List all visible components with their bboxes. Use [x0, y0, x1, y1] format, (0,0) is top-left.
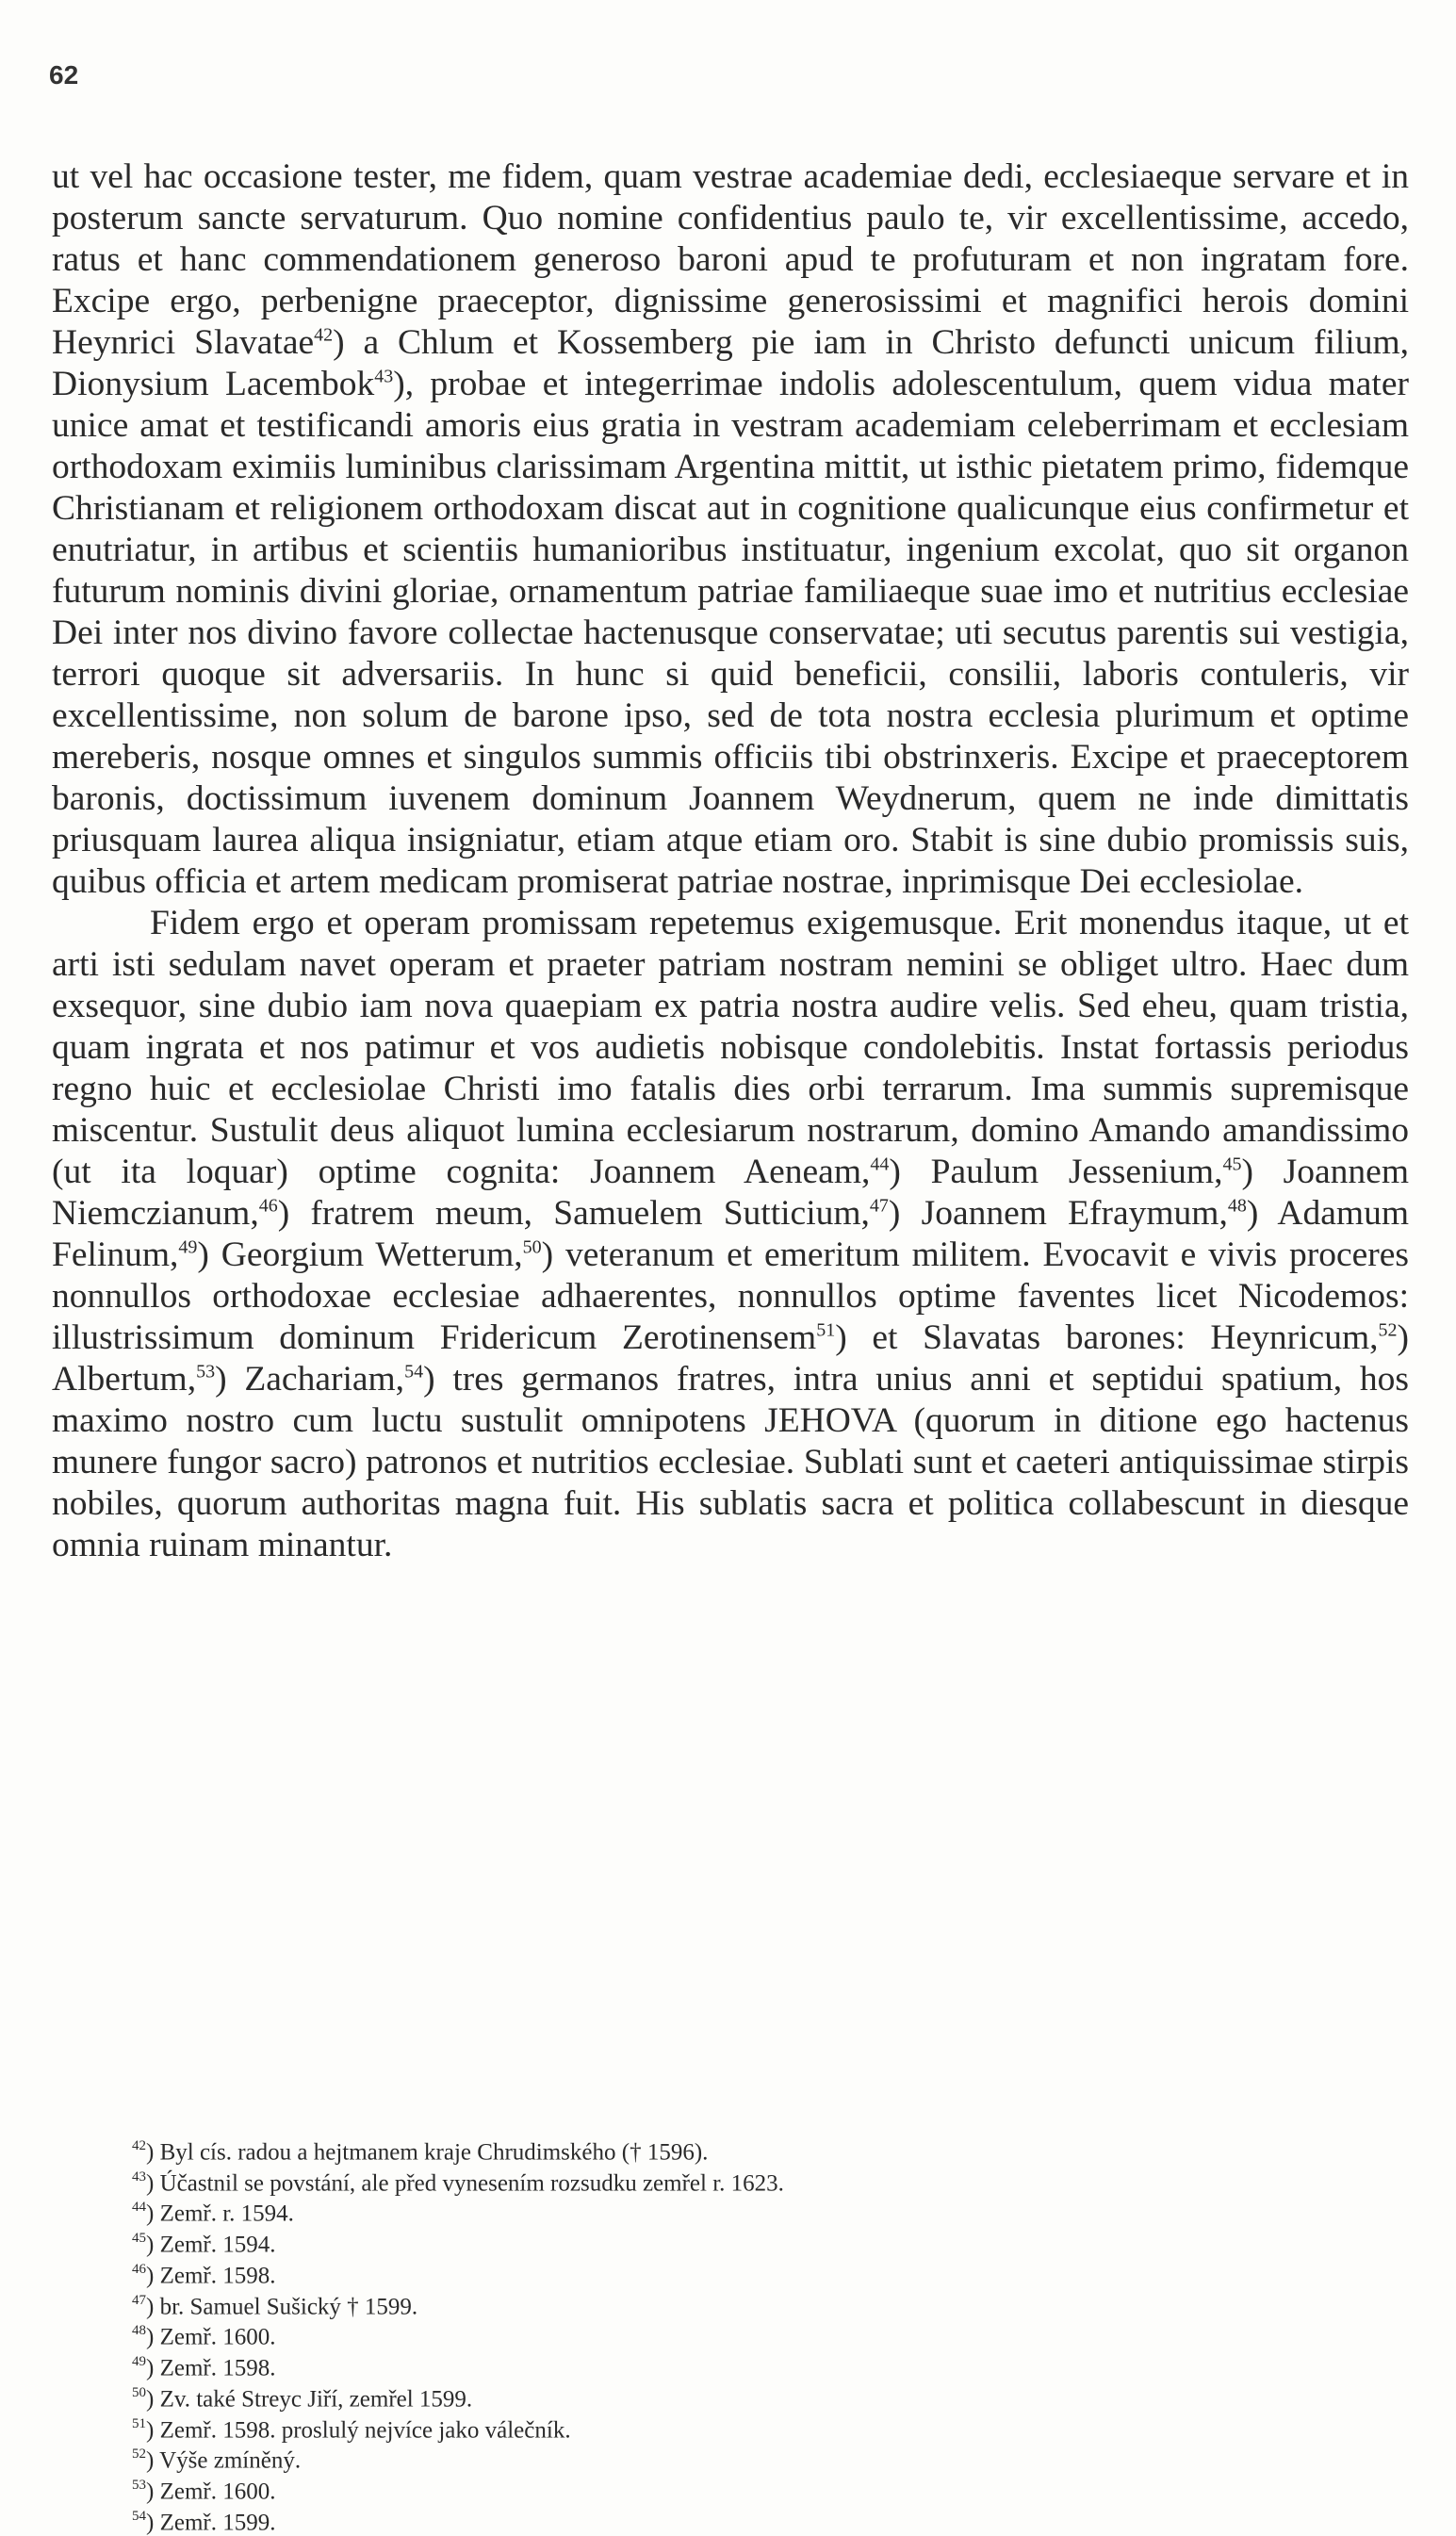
text-run: ) Georgium Wetterum,: [197, 1235, 523, 1274]
footnote-text: Zemř. 1600.: [159, 2324, 276, 2350]
paragraph-1: [52, 156, 1409, 903]
footnote-number: 52: [132, 2446, 146, 2462]
footnote-text: Zemř. 1598.: [159, 2263, 276, 2289]
footnote-text: Zemř. 1600.: [159, 2479, 276, 2505]
footnote: $^{50}$) Zv. také Streyc Jiří, zemřel 1599.: [132, 2384, 473, 2413]
text-run: ) a Chlum et Kossemberg pie iam in Christo defuncti unicum filium, Dionysium Lacembok: [52, 323, 1409, 403]
footnote-ref: 54: [404, 1361, 424, 1383]
footnote: $^{44}$) Zemř. r. 1594.: [132, 2200, 294, 2227]
footnote-number: 48: [132, 2323, 146, 2339]
footnote-text: Zemř. 1594.: [159, 2232, 276, 2258]
footnote-ref: 49: [178, 1236, 198, 1258]
footnote-number: 54: [132, 2508, 146, 2524]
footnote-text: Zv. také Streyc Jiří, zemřel 1599.: [159, 2386, 473, 2413]
footnote: $^{52}$) Výše zmíněný.: [132, 2446, 302, 2474]
footnote-text: Zemř. 1598. proslulý nejvíce jako válečník.: [159, 2416, 571, 2443]
footnote: $^{48}$) Zemř. 1600.: [132, 2323, 276, 2350]
footnote-number: 45: [132, 2231, 146, 2247]
footnote: $^{49}$) Zemř. 1598.: [132, 2354, 276, 2381]
text-run: ) veteranum et emeritum militem. Evocavit e vivis proceres nonnullos orthodoxae ecclesiae adhaerentes, nonnullos optime faventes licet Nicodemos: illustrissimum dominum Fridericum Zerotinensem: [52, 1235, 1410, 1357]
text-run: ) tres germanos fratres, intra unius anni et septidui spatium, hos maximo nostro cum luctu sustulit omnipotens JEHOVA (quorum in ditione ego hactenus munere fungor sacro) patronos et nutritios ecclesiae. Sublati sunt et caeteri antiquissimae stirpis nobiles, quorum authoritas magna fuit. His sublatis sacra et politica collabescunt in diesque omnia ruinam minantur.: [52, 1360, 1409, 1564]
footnote: $^{43}$) Účastnil se povstání, ale před vynesením rozsudku zemřel r. 1623.: [132, 2168, 784, 2197]
footnote: $^{54}$) Zemř. 1599.: [132, 2508, 276, 2536]
footnote-number: 53: [132, 2478, 146, 2494]
page-number: 62: [49, 60, 79, 90]
footnote-text: Zemř. 1599.: [159, 2510, 276, 2536]
footnote-number: 46: [132, 2261, 146, 2277]
footnote-number: 50: [132, 2384, 146, 2400]
footnote-number: 43: [132, 2168, 146, 2184]
footnote-number: 49: [132, 2354, 146, 2370]
footnote-text: br. Samuel Sušický † 1599.: [159, 2294, 418, 2319]
text-run: ) Adamum Felinum,: [52, 1194, 1409, 1274]
footnote-ref: 52: [1378, 1319, 1398, 1341]
footnote-ref: 42: [314, 324, 334, 346]
footnote-ref: 46: [258, 1195, 278, 1217]
footnote-ref: 51: [816, 1319, 836, 1341]
footnote-ref: 53: [196, 1361, 216, 1383]
text-run: ) Joannem Niemczianum,: [52, 1153, 1409, 1233]
text-run: ), probae et integerrimae indolis adolescentulum, quem vidua mater unice amat et testificandi amoris eius gratia in vestram academiam celeberrimam et ecclesiam orthodoxam eximiis luminibus clarissimam Argentina mittit, ut isthic pietatem primo, fidemque Christianam et religionem orthodoxam discat aut in cognitione qualicunque eius confirmetur et enutriatur, in artibus et scientiis humanioribus instituatur, ingenium excolat, quo sit organon futurum nominis divini gloriae, ornamentum patriae familiaeque suae imo et nutritius ecclesiae Dei inter nos divino favore collectae hactenusque conservatae; uti secutus parentis sui vestigia, terrori quoque sit adversariis. In hunc si quid beneficii, consilii, laboris contuleris, vir excellentissime, non solum de barone ipso, sed de tota nostra ecclesia plurimum et optime mereberis, nosque omnes et singulos summis officiis tibi obstrinxeris. Excipe et praeceptorem baronis, doctissimum iuvenem dominum Joannem Weydnerum, quem ne inde dimittatis priusquam laurea aliqua insigniatur, etiam atque etiam oro. Stabit is sine dubio promissis suis, quibus officia et artem medicam promiserat patriae nostrae, inprimisque Dei ecclesiolae.: [52, 365, 1409, 901]
footnote-text: Účastnil se povstání, ale před vynesením rozsudku zemřel r. 1623.: [159, 2170, 784, 2197]
text-run: ) fratrem meum, Samuelem Sutticium,: [277, 1194, 870, 1233]
footnote-ref: 48: [1227, 1195, 1247, 1217]
text-run: ) Albertum,: [52, 1318, 1409, 1399]
text-run: ) et Slavatas barones: Heynricum,: [835, 1318, 1379, 1357]
footnote-ref: 47: [869, 1195, 889, 1217]
paragraph-2: [52, 903, 1409, 1566]
text-run: ) Joannem Efraymum,: [888, 1194, 1228, 1233]
text-run: ut vel hac occasione tester, me fidem, quam vestrae academiae dedi, ecclesiaeque servare et in posterum sancte servaturum. Quo nomine confidentius paulo te, vir excellentissime, accedo, ratus et hanc commendationem generoso baroni apud te profuturam et non ingratam fore. Excipe ergo, perbenigne praeceptor, dignissime generosissimi et magnifici herois domini Heynrici Slavatae: [52, 157, 1409, 362]
footnote: $^{51}$) Zemř. 1598. proslulý nejvíce jako válečník.: [132, 2415, 571, 2443]
footnotes: [132, 2135, 1357, 2536]
footnote-text: Výše zmíněný.: [159, 2447, 302, 2474]
footnote: $^{47}$) br. Samuel Sušický † 1599.: [132, 2292, 418, 2319]
footnote-ref: 43: [374, 366, 394, 387]
text-run: Fidem ergo et operam promissam repetemus exigemusque. Erit monendus itaque, ut et arti isti sedulam navet operam et praeter patriam nostram nemini se obliget ultro. Haec dum exsequor, sine dubio iam nova quaepiam ex patria nostra audire velis. Sed eheu, quam tristia, quam ingrata et nos patimur et vos audietis nobisque condolebitis. Instat fortassis periodus regno huic et ecclesiolae Christi imo fatalis dies orbi terrarum. Ima summis supremisque miscentur. Sustulit deus aliquot lumina ecclesiarum nostrarum, domino Amando amandissimo (ut ita loquar) optime cognita: Joannem Aeneam,: [52, 904, 1409, 1191]
text-run: ) Paulum Jessenium,: [889, 1153, 1223, 1191]
footnote-ref: 50: [522, 1236, 542, 1258]
body-text: [52, 156, 1409, 1566]
footnote: $^{45}$) Zemř. 1594.: [132, 2231, 276, 2258]
footnote: $^{53}$) Zemř. 1600.: [132, 2478, 276, 2505]
footnote: $^{46}$) Zemř. 1598.: [132, 2261, 276, 2289]
footnote-text: Zemř. 1598.: [159, 2355, 276, 2381]
footnote: $^{42}$) Byl cís. radou a hejtmanem kraje Chrudimského († 1596).: [132, 2138, 709, 2166]
footnote-text: Zemř. r. 1594.: [159, 2201, 294, 2227]
footnote-number: 47: [132, 2292, 146, 2308]
footnote-text: Byl cís. radou a hejtmanem kraje Chrudimského († 1596).: [159, 2139, 709, 2166]
footnote-ref: 44: [870, 1153, 890, 1175]
text-run: ) Zachariam,: [215, 1360, 405, 1399]
footnote-number: 42: [132, 2138, 146, 2153]
footnote-ref: 45: [1222, 1153, 1242, 1175]
footnote-number: 44: [132, 2200, 146, 2216]
footnote-number: 51: [132, 2415, 146, 2431]
